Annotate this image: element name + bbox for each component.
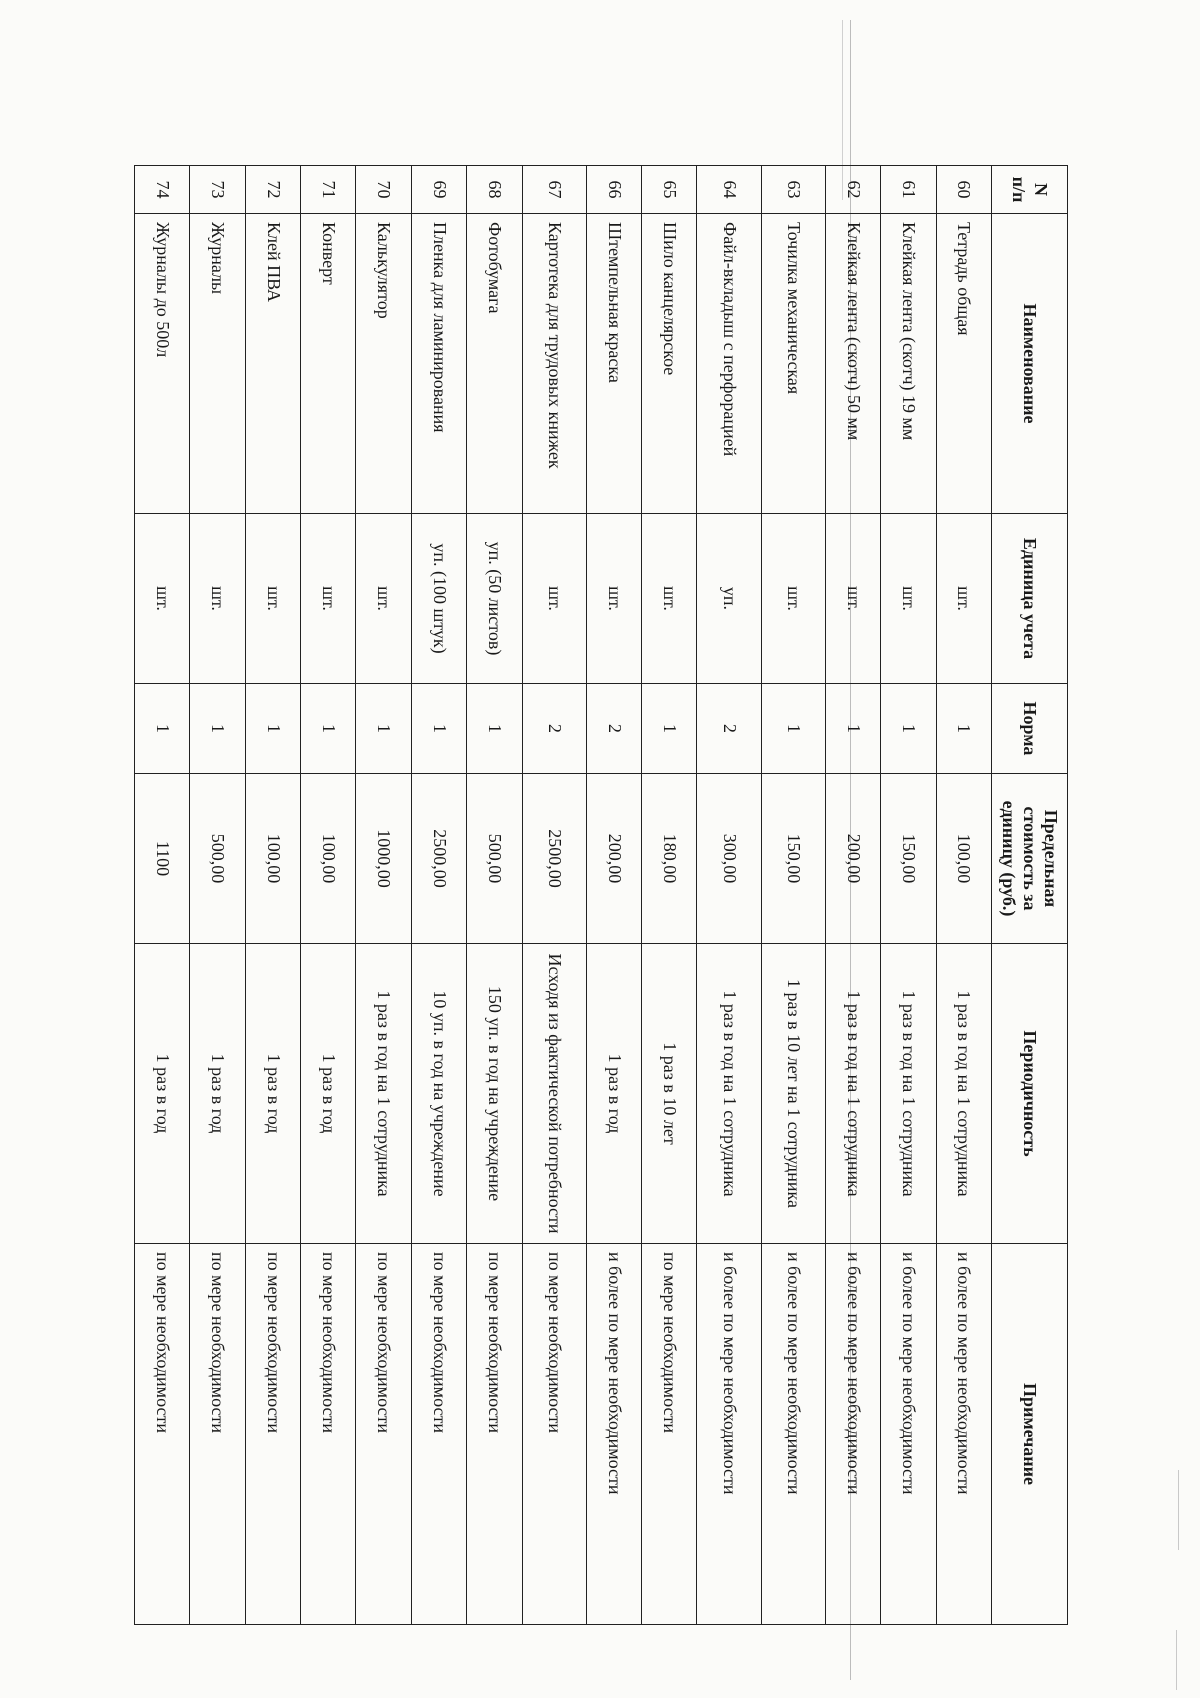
cell-norm: 1 <box>825 684 880 774</box>
cell-period: 10 уп. в год на учреждение <box>411 944 466 1244</box>
cell-unit: шт. <box>522 514 586 684</box>
cell-unit: шт. <box>825 514 880 684</box>
table-row <box>411 166 466 1625</box>
cell-norm: 1 <box>135 684 190 774</box>
cell-unit: уп. <box>697 514 761 684</box>
header-name: Наименование <box>992 214 1068 514</box>
table-row <box>697 166 761 1625</box>
cell-note: по мере необходимости <box>245 1244 300 1625</box>
cell-price: 100,00 <box>301 774 356 944</box>
cell-price: 500,00 <box>467 774 522 944</box>
cell-period: 1 раз в год на 1 сотрудника <box>881 944 936 1244</box>
cell-norm: 1 <box>642 684 697 774</box>
cell-name: Фотобумага <box>467 214 522 514</box>
cell-period: 1 раз в год <box>135 944 190 1244</box>
cell-num: 60 <box>936 166 991 214</box>
cell-unit: шт. <box>356 514 411 684</box>
cell-norm: 1 <box>467 684 522 774</box>
cell-num: 63 <box>761 166 825 214</box>
header-note: Примечание <box>992 1244 1068 1625</box>
cell-unit: шт. <box>936 514 991 684</box>
cell-norm: 1 <box>411 684 466 774</box>
cell-norm: 1 <box>936 684 991 774</box>
cell-period: 1 раз в год <box>245 944 300 1244</box>
cell-unit: шт. <box>761 514 825 684</box>
cell-name: Конверт <box>301 214 356 514</box>
cell-period: 1 раз в 10 лет <box>642 944 697 1244</box>
cell-period: 1 раз в год <box>586 944 641 1244</box>
cell-norm: 2 <box>697 684 761 774</box>
cell-price: 2500,00 <box>522 774 586 944</box>
cell-name: Файл-вкладыш с перфорацией <box>697 214 761 514</box>
header-price: Предельная стоимость за единицу (руб.) <box>992 774 1068 944</box>
table-row <box>881 166 936 1625</box>
table-body <box>135 166 992 1625</box>
cell-period: 1 раз в год <box>190 944 245 1244</box>
cell-note: по мере необходимости <box>301 1244 356 1625</box>
table-row <box>522 166 586 1625</box>
cell-period: 1 раз в год на 1 сотрудника <box>825 944 880 1244</box>
table-row <box>245 166 300 1625</box>
table-row <box>586 166 641 1625</box>
cell-note: по мере необходимости <box>411 1244 466 1625</box>
header-unit: Единица учета <box>992 514 1068 684</box>
cell-price: 1000,00 <box>356 774 411 944</box>
cell-price: 150,00 <box>881 774 936 944</box>
cell-num: 67 <box>522 166 586 214</box>
cell-unit: шт. <box>135 514 190 684</box>
cell-note: по мере необходимости <box>190 1244 245 1625</box>
cell-note: по мере необходимости <box>467 1244 522 1625</box>
cell-num: 71 <box>301 166 356 214</box>
table-row <box>642 166 697 1625</box>
cell-note: и более по мере необходимости <box>761 1244 825 1625</box>
cell-num: 69 <box>411 166 466 214</box>
cell-norm: 1 <box>190 684 245 774</box>
table-row <box>301 166 356 1625</box>
cell-name: Журналы до 500л <box>135 214 190 514</box>
cell-num: 68 <box>467 166 522 214</box>
table-row <box>825 166 880 1625</box>
cell-period: 1 раз в год на 1 сотрудника <box>356 944 411 1244</box>
cell-unit: шт. <box>245 514 300 684</box>
table-header-row <box>992 166 1068 1625</box>
cell-name: Клейкая лента (скотч) 50 мм <box>825 214 880 514</box>
scan-artifact-line <box>1176 1630 1177 1690</box>
table-row <box>936 166 991 1625</box>
cell-price: 180,00 <box>642 774 697 944</box>
table-row <box>467 166 522 1625</box>
cell-period: 1 раз в год <box>301 944 356 1244</box>
cell-num: 72 <box>245 166 300 214</box>
table-row <box>761 166 825 1625</box>
cell-price: 150,00 <box>761 774 825 944</box>
cell-note: и более по мере необходимости <box>881 1244 936 1625</box>
cell-period: Исходя из фактической потребности <box>522 944 586 1244</box>
supplies-norms-table <box>134 165 1068 1625</box>
cell-num: 61 <box>881 166 936 214</box>
cell-note: по мере необходимости <box>135 1244 190 1625</box>
cell-num: 66 <box>586 166 641 214</box>
cell-norm: 2 <box>586 684 641 774</box>
header-period: Периодичность <box>992 944 1068 1244</box>
cell-norm: 1 <box>356 684 411 774</box>
cell-unit: уп. (100 штук) <box>411 514 466 684</box>
cell-note: и более по мере необходимости <box>936 1244 991 1625</box>
cell-name: Клей ПВА <box>245 214 300 514</box>
cell-norm: 2 <box>522 684 586 774</box>
cell-price: 500,00 <box>190 774 245 944</box>
cell-note: по мере необходимости <box>642 1244 697 1625</box>
cell-num: 73 <box>190 166 245 214</box>
rotated-table-page <box>134 165 1068 1624</box>
cell-name: Журналы <box>190 214 245 514</box>
cell-period: 150 уп. в год на учреждение <box>467 944 522 1244</box>
table-row <box>135 166 190 1625</box>
cell-num: 74 <box>135 166 190 214</box>
cell-note: по мере необходимости <box>356 1244 411 1625</box>
cell-norm: 1 <box>301 684 356 774</box>
cell-name: Пленка для ламинирования <box>411 214 466 514</box>
cell-name: Точилка механическая <box>761 214 825 514</box>
cell-name: Калькулятор <box>356 214 411 514</box>
cell-unit: шт. <box>190 514 245 684</box>
cell-unit: шт. <box>881 514 936 684</box>
cell-price: 200,00 <box>586 774 641 944</box>
cell-num: 64 <box>697 166 761 214</box>
header-norm: Норма <box>992 684 1068 774</box>
cell-price: 200,00 <box>825 774 880 944</box>
cell-price: 300,00 <box>697 774 761 944</box>
cell-name: Шило канцелярское <box>642 214 697 514</box>
cell-price: 1100 <box>135 774 190 944</box>
cell-norm: 1 <box>761 684 825 774</box>
cell-note: по мере необходимости <box>522 1244 586 1625</box>
scan-artifact-line <box>1178 1470 1179 1550</box>
cell-unit: шт. <box>301 514 356 684</box>
cell-price: 100,00 <box>936 774 991 944</box>
cell-note: и более по мере необходимости <box>586 1244 641 1625</box>
cell-period: 1 раз в 10 лет на 1 сотрудника <box>761 944 825 1244</box>
header-num: N п/п <box>992 166 1068 214</box>
cell-name: Картотека для трудовых книжек <box>522 214 586 514</box>
cell-price: 100,00 <box>245 774 300 944</box>
cell-name: Тетрадь общая <box>936 214 991 514</box>
cell-norm: 1 <box>881 684 936 774</box>
table-row <box>356 166 411 1625</box>
table-row <box>190 166 245 1625</box>
cell-unit: уп. (50 листов) <box>467 514 522 684</box>
cell-period: 1 раз в год на 1 сотрудника <box>697 944 761 1244</box>
cell-name: Клейкая лента (скотч) 19 мм <box>881 214 936 514</box>
cell-unit: шт. <box>642 514 697 684</box>
cell-price: 2500,00 <box>411 774 466 944</box>
cell-note: и более по мере необходимости <box>825 1244 880 1625</box>
cell-num: 62 <box>825 166 880 214</box>
cell-period: 1 раз в год на 1 сотрудника <box>936 944 991 1244</box>
cell-norm: 1 <box>245 684 300 774</box>
cell-num: 70 <box>356 166 411 214</box>
cell-name: Штемпельная краска <box>586 214 641 514</box>
cell-note: и более по мере необходимости <box>697 1244 761 1625</box>
cell-unit: шт. <box>586 514 641 684</box>
cell-num: 65 <box>642 166 697 214</box>
